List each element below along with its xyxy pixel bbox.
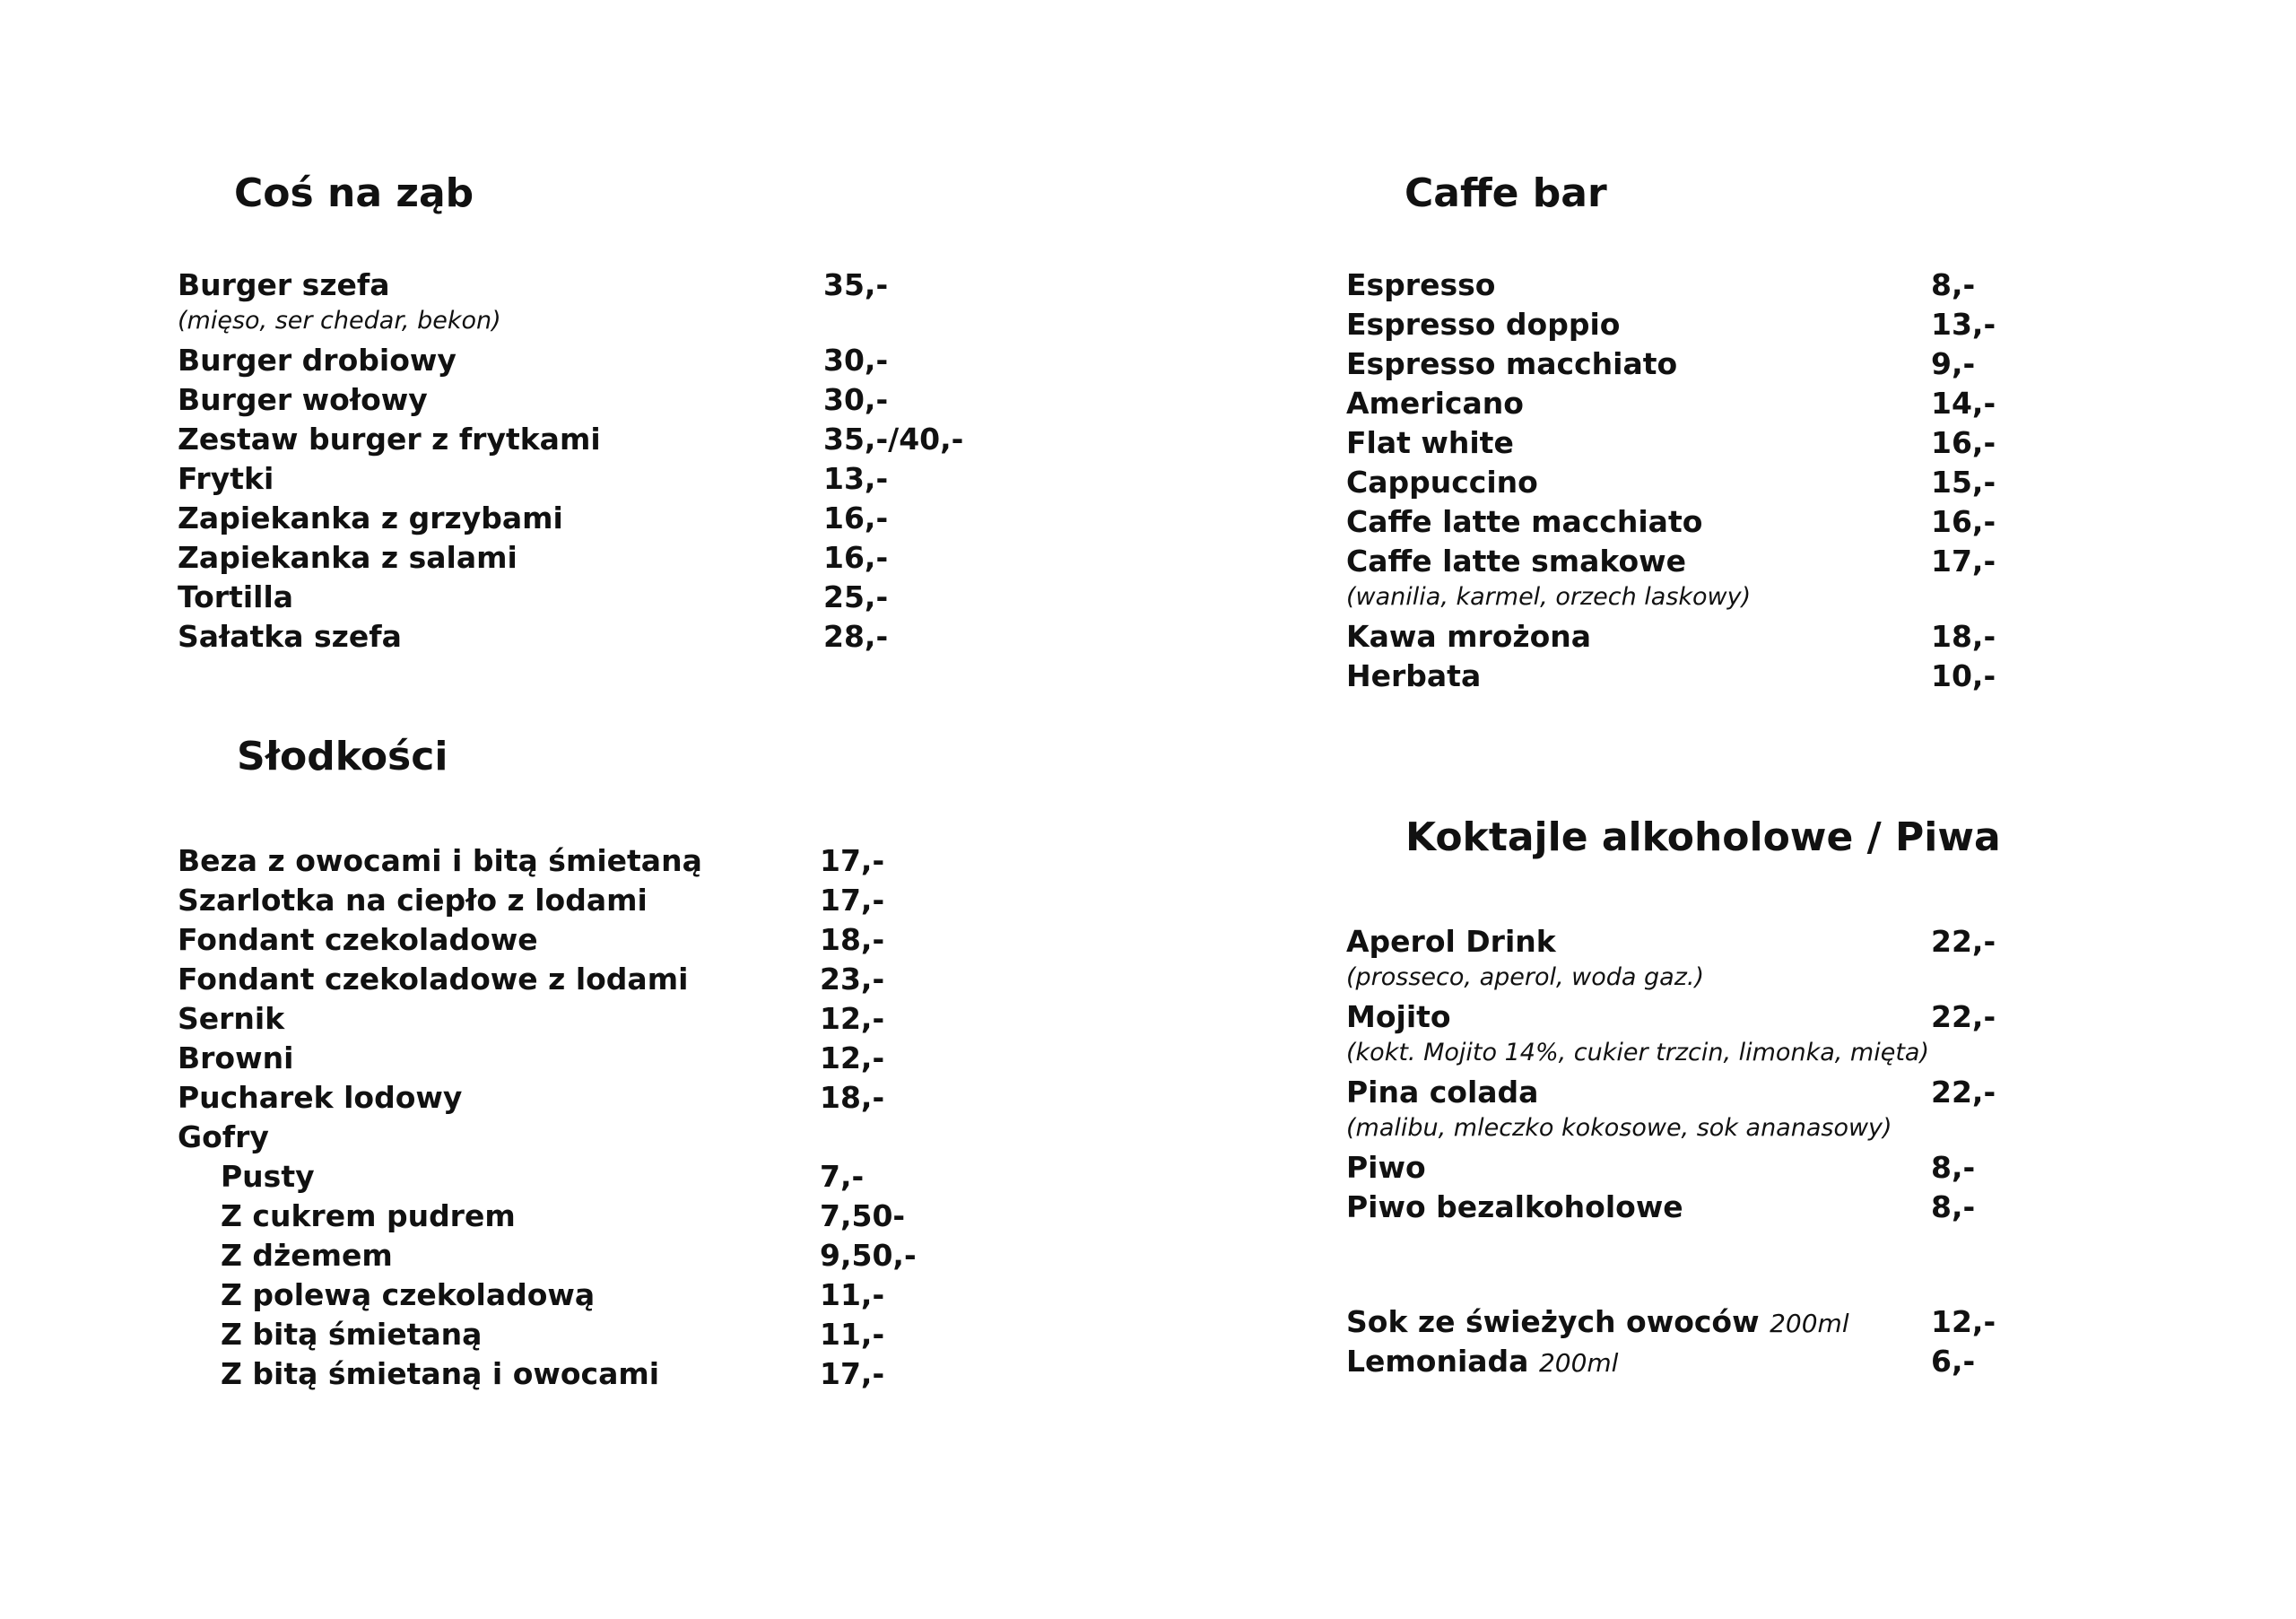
menu-item-price: 18,- (1931, 619, 1996, 654)
menu-item-name-text: Herbata (1346, 658, 1482, 693)
menu-item (178, 538, 889, 578)
menu-item-volume: 200ml (1770, 1309, 1849, 1338)
menu-list (1346, 265, 1996, 696)
menu-item-name-text: Z dżemem (221, 1238, 393, 1273)
menu-item (178, 341, 889, 380)
menu-item-name-text: Sok ze świeżych owoców (1346, 1304, 1760, 1339)
menu-item-name-text: Burger wołowy (178, 382, 428, 417)
menu-item-name-text: Zestaw burger z frytkami (178, 422, 601, 457)
menu-item-price: 23,- (820, 962, 885, 997)
menu-item-description: (malibu, mleczko kokosowe, sok ananasowy) (1346, 1114, 1892, 1142)
menu-item-name (178, 960, 688, 999)
menu-item (1346, 922, 1996, 962)
menu-item (1346, 305, 1996, 344)
menu-item (1346, 463, 1996, 502)
menu-item (1346, 502, 1996, 542)
menu-item-name-text: Aperol Drink (1346, 924, 1556, 959)
menu-item-name (178, 1118, 269, 1157)
section-title: Koktajle alkoholowe / Piwa (1405, 814, 2001, 860)
menu-item-price: 11,- (820, 1277, 885, 1312)
menu-item-price: 30,- (823, 382, 889, 417)
menu-item (178, 617, 889, 657)
menu-item (1346, 1073, 1996, 1112)
menu-item (178, 578, 889, 617)
menu-item-price: 15,- (1931, 465, 1996, 500)
menu-item-name-text: Espresso (1346, 267, 1496, 302)
menu-item-name-text: Espresso macchiato (1346, 346, 1678, 381)
menu-item (1346, 1188, 1976, 1227)
menu-item-name (178, 341, 457, 380)
menu-item-name (1346, 423, 1514, 463)
menu-item-name-text: Zapiekanka z grzybami (178, 500, 563, 535)
menu-item-price: 12,- (820, 1040, 885, 1075)
menu-item-price: 11,- (820, 1317, 885, 1352)
menu-item-name-text: Pucharek lodowy (178, 1080, 463, 1115)
menu-item-name (1346, 305, 1620, 344)
menu-item-description: (prosseco, aperol, woda gaz.) (1346, 963, 1704, 991)
menu-item-name-text: Gofry (178, 1119, 269, 1154)
menu-item-name (1346, 617, 1591, 657)
menu-item-name-text: Caffe latte macchiato (1346, 504, 1703, 539)
menu-item-name (1346, 1342, 1618, 1383)
menu-item-name-text: Mojito (1346, 999, 1451, 1034)
menu-item-price: 22,- (1931, 924, 1996, 959)
menu-item-price: 7,- (820, 1159, 865, 1194)
menu-item-price: 17,- (1931, 544, 1996, 579)
menu-item-price: 8,- (1931, 267, 1976, 302)
menu-item-name (178, 999, 284, 1039)
menu-item (1346, 384, 1996, 423)
menu-item-name-text: Z bitą śmietaną i owocami (221, 1356, 660, 1391)
menu-item-price: 18,- (820, 1080, 885, 1115)
menu-item-name (178, 578, 293, 617)
menu-item-name (1346, 384, 1524, 423)
menu-item-price: 16,- (823, 500, 889, 535)
menu-item-name-text: Lemoniada (1346, 1344, 1529, 1379)
menu-item-price: 14,- (1931, 386, 1996, 421)
menu-item (1346, 1148, 1976, 1188)
menu-item-name (178, 459, 274, 499)
menu-item-volume: 200ml (1538, 1348, 1619, 1378)
menu-item (178, 265, 889, 305)
menu-item (1346, 423, 1996, 463)
menu-item (178, 380, 889, 420)
menu-item-price: 8,- (1931, 1150, 1976, 1185)
section-title: Caffe bar (1405, 170, 1607, 216)
menu-item-name-text: Sernik (178, 1001, 285, 1036)
menu-item-name (1346, 997, 1451, 1037)
menu-item (178, 499, 889, 538)
menu-item-name-text: Kawa mrożona (1346, 619, 1592, 654)
menu-item (1346, 1302, 1996, 1342)
menu-item-description: (kokt. Mojito 14%, cukier trzcin, limonka, mięta) (1346, 1039, 1929, 1066)
menu-list (1346, 922, 1996, 1381)
menu-item-price: 17,- (820, 883, 885, 918)
menu-item-price: 9,- (1931, 346, 1976, 381)
menu-item-name (178, 420, 601, 459)
menu-item-name (1346, 344, 1677, 384)
menu-item-name-text: Burger szefa (178, 267, 390, 302)
menu-item-name-text: Americano (1346, 386, 1524, 421)
menu-item-price: 16,- (823, 540, 889, 575)
menu-item-name-text: Caffe latte smakowe (1346, 544, 1686, 579)
menu-item-name-text: Zapiekanka z salami (178, 540, 517, 575)
menu-item-price: 28,- (823, 619, 889, 654)
menu-item-price: 17,- (820, 843, 885, 878)
menu-item-name (1346, 502, 1702, 542)
menu-item-name-text: Sałatka szefa (178, 619, 402, 654)
menu-item-name (178, 499, 563, 538)
menu-item-price: 8,- (1931, 1189, 1976, 1224)
menu-item-name (178, 1078, 462, 1118)
menu-item-price: 13,- (823, 461, 889, 496)
menu-item-name-text: Piwo (1346, 1150, 1426, 1185)
menu-item (1346, 542, 1996, 581)
menu-item-description: (mięso, ser chedar, bekon) (178, 307, 501, 335)
menu-item-price: 22,- (1931, 999, 1996, 1034)
menu-item (1346, 344, 1976, 384)
menu-list (178, 265, 964, 657)
menu-item-name (221, 1315, 482, 1354)
menu-item-name (178, 920, 538, 960)
menu-item (1346, 617, 1996, 657)
menu-item (178, 459, 889, 499)
menu-item-price: 35,-/40,- (823, 422, 964, 457)
menu-item-name-text: Piwo bezalkoholowe (1346, 1189, 1683, 1224)
menu-item-name (178, 617, 402, 657)
menu-item-name-text: Pina colada (1346, 1075, 1539, 1110)
menu-item-price: 30,- (823, 343, 889, 378)
menu-item-price: 9,50,- (820, 1238, 917, 1273)
menu-item-price: 17,- (820, 1356, 885, 1391)
menu-item-price: 16,- (1931, 425, 1996, 460)
menu-item-name (221, 1236, 393, 1275)
menu-item-description: (wanilia, karmel, orzech laskowy) (1346, 583, 1752, 611)
menu-item-name-text: Espresso doppio (1346, 307, 1621, 342)
menu-item-name-text: Burger drobiowy (178, 343, 457, 378)
menu-item-name (221, 1275, 595, 1315)
menu-item-name (1346, 265, 1495, 305)
menu-item-name-text: Pusty (221, 1159, 315, 1194)
menu-item (1346, 657, 1996, 696)
menu-item-price: 6,- (1931, 1344, 1976, 1379)
menu-item-name-text: Flat white (1346, 425, 1514, 460)
menu-item-name (221, 1354, 659, 1394)
menu-item-price: 12,- (1931, 1304, 1996, 1339)
menu-item-name-text: Tortilla (178, 579, 294, 614)
menu-item-price: 18,- (820, 922, 885, 957)
menu-item-price: 25,- (823, 579, 889, 614)
menu-item (1346, 265, 1976, 305)
menu-item-name (1346, 1188, 1683, 1227)
menu-item (178, 420, 964, 459)
menu-item-price: 35,- (823, 267, 889, 302)
menu-item-name-text: Cappuccino (1346, 465, 1538, 500)
menu-item-name-text: Fondant czekoladowe z lodami (178, 962, 689, 997)
menu-item-price: 13,- (1931, 307, 1996, 342)
menu-item-name (178, 841, 702, 881)
menu-item-name-text: Z bitą śmietaną (221, 1317, 483, 1352)
menu-item-price: 12,- (820, 1001, 885, 1036)
menu-item-name (221, 1157, 315, 1197)
menu-item-price: 16,- (1931, 504, 1996, 539)
menu-item-name (1346, 542, 1686, 581)
menu-item-name (1346, 1148, 1426, 1188)
menu-item-name-text: Szarlotka na ciepło z lodami (178, 883, 648, 918)
menu-item-name (221, 1197, 516, 1236)
menu-item-name-text: Fondant czekoladowe (178, 922, 538, 957)
menu-item-price: 10,- (1931, 658, 1996, 693)
section-title: Coś na ząb (234, 170, 474, 216)
menu-item-price: 22,- (1931, 1075, 1996, 1110)
spacer (1346, 1227, 1929, 1302)
menu-item-name (178, 538, 517, 578)
menu-item-name-text: Browni (178, 1040, 294, 1075)
menu-item-name-text: Beza z owocami i bitą śmietaną (178, 843, 702, 878)
menu-item-name (178, 380, 428, 420)
menu-item-name (178, 265, 390, 305)
menu-item-name-text: Z cukrem pudrem (221, 1198, 516, 1233)
menu-item-name (1346, 1073, 1538, 1112)
menu-item-price: 7,50- (820, 1198, 906, 1233)
menu-item (1346, 997, 1996, 1037)
menu-item-name (178, 881, 648, 920)
menu-item-name (1346, 1302, 1849, 1344)
menu-item-name-text: Frytki (178, 461, 274, 496)
menu-item-name-text: Z polewą czekoladową (221, 1277, 596, 1312)
section-title: Słodkości (237, 734, 448, 779)
menu-item-name (1346, 922, 1556, 962)
menu-item-name (1346, 463, 1538, 502)
menu-item (1346, 1342, 1976, 1381)
menu-item-name (1346, 657, 1481, 696)
menu-item-name (178, 1039, 293, 1078)
